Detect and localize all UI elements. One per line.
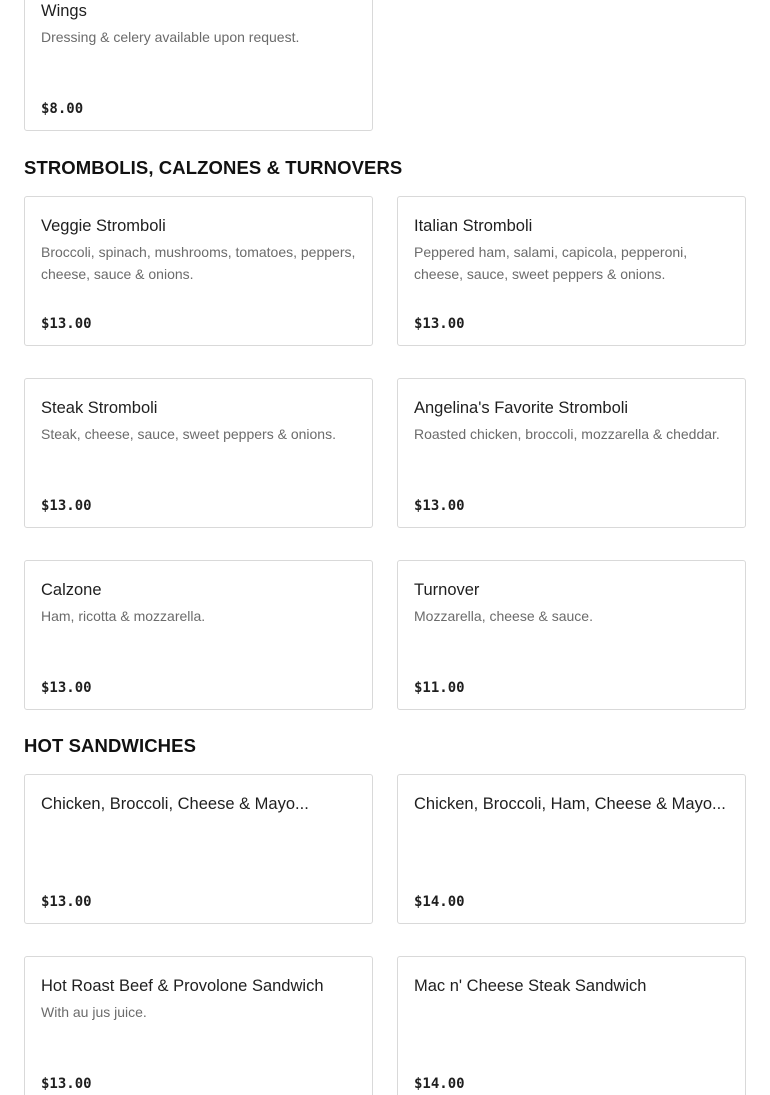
- menu-item-card[interactable]: [397, 196, 746, 346]
- menu-item-name: Mac n' Cheese Steak Sandwich: [414, 977, 647, 995]
- menu-item-name: Angelina's Favorite Stromboli: [414, 399, 629, 417]
- menu-item-name: Chicken, Broccoli, Ham, Cheese & Mayo...: [414, 795, 726, 813]
- menu-item-name: Turnover: [414, 581, 480, 599]
- menu-item-price: $13.00: [414, 316, 465, 332]
- menu-item-price: $11.00: [414, 680, 465, 696]
- menu-item-price: $14.00: [414, 894, 465, 910]
- menu-item-name: Calzone: [41, 581, 102, 599]
- menu-item-price: $8.00: [41, 101, 84, 117]
- menu-item-card[interactable]: [397, 378, 746, 528]
- menu-item-name: Steak Stromboli: [41, 399, 158, 417]
- section-title-strombolis: STROMBOLIS, CALZONES & TURNOVERS: [24, 157, 403, 178]
- menu-item-description: With au jus juice.: [41, 1004, 147, 1020]
- menu-item-price: $13.00: [41, 498, 92, 514]
- menu-item-description: Ham, ricotta & mozzarella.: [41, 608, 206, 624]
- menu-item-name: Veggie Stromboli: [41, 217, 166, 235]
- menu-item-price: $13.00: [414, 498, 465, 514]
- menu-item-card[interactable]: [24, 378, 373, 528]
- menu-item-description: Broccoli, spinach, mushrooms, tomatoes, peppers, cheese, sauce & onions.: [41, 244, 356, 282]
- menu-item-price: $13.00: [41, 1076, 92, 1092]
- menu-item-name: Italian Stromboli: [414, 217, 533, 235]
- menu-item-description: Roasted chicken, broccoli, mozzarella & cheddar.: [414, 426, 720, 442]
- menu-item-description: Peppered ham, salami, capicola, pepperoni, cheese, sauce, sweet peppers & onions.: [414, 244, 688, 282]
- menu-item-price: $13.00: [41, 316, 92, 332]
- menu-item-price: $14.00: [414, 1076, 465, 1092]
- menu-item-description: Steak, cheese, sauce, sweet peppers & onions.: [41, 426, 336, 442]
- menu-item-name: Chicken, Broccoli, Cheese & Mayo...: [41, 795, 309, 813]
- menu-item-name: Wings: [41, 2, 87, 20]
- menu-item-description: Mozzarella, cheese & sauce.: [414, 608, 593, 624]
- menu-item-card[interactable]: [24, 196, 373, 346]
- menu-item-name: Hot Roast Beef & Provolone Sandwich: [41, 977, 324, 995]
- menu-item-card[interactable]: [397, 560, 746, 710]
- menu-item-card[interactable]: [24, 956, 373, 1095]
- menu-item-card[interactable]: [397, 774, 746, 924]
- menu-item-card[interactable]: [397, 956, 746, 1095]
- menu-item-price: $13.00: [41, 894, 92, 910]
- menu-item-card[interactable]: [24, 560, 373, 710]
- menu-item-price: $13.00: [41, 680, 92, 696]
- section-title-hot-sandwiches: HOT SANDWICHES: [24, 735, 197, 756]
- menu-item-card-wings[interactable]: [24, 0, 373, 131]
- menu-item-card[interactable]: [24, 774, 373, 924]
- menu-item-description: Dressing & celery available upon request.: [41, 29, 300, 45]
